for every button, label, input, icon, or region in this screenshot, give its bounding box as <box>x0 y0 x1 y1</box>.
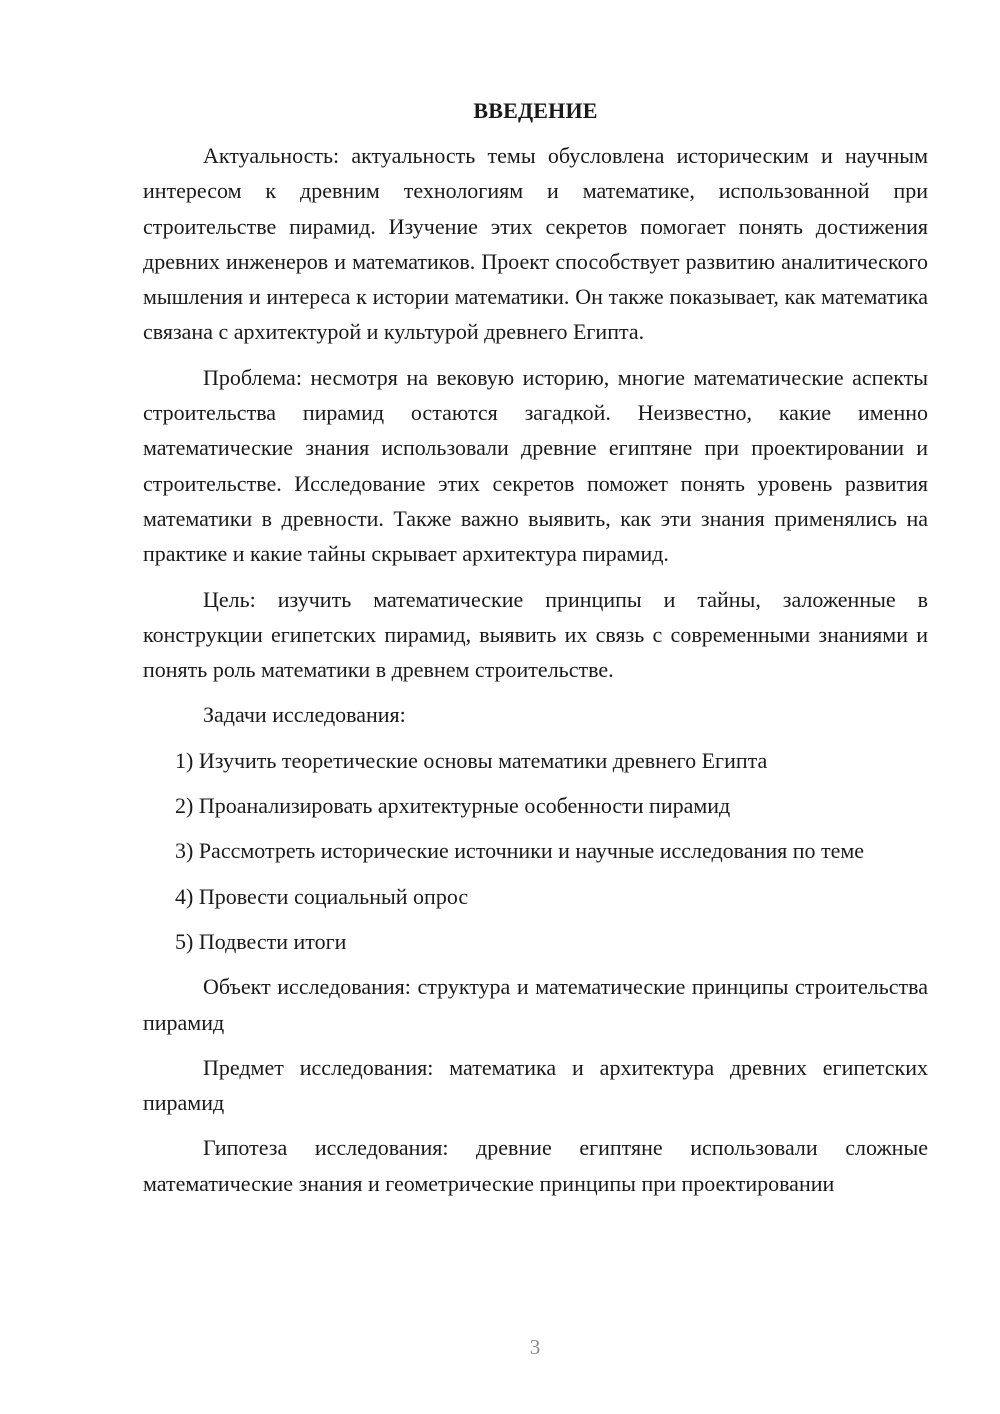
paragraph-object: Объект исследования: структура и математические принципы строительства пирамид <box>143 974 928 1035</box>
page-number: 3 <box>529 1335 541 1359</box>
task-item-1: 1) Изучить теоретические основы математики древнего Египта <box>175 747 768 773</box>
tasks-heading: Задачи исследования: <box>203 702 406 728</box>
section-title: ВВЕДЕНИЕ <box>473 98 598 123</box>
paragraph-subject: Предмет исследования: математика и архитектура древних египетских пирамид <box>143 1054 928 1116</box>
task-item-4: 4) Провести социальный опрос <box>175 883 469 909</box>
task-item-3: 3) Рассмотреть исторические источники и научные исследования по теме <box>175 838 865 864</box>
paragraph-goal: Цель: изучить математические принципы и тайны, заложенные в конструкции египетских пирамид, выявить их связь с современными знаниями и понять роль математики в древнем строительстве. <box>143 586 928 683</box>
task-item-2: 2) Проанализировать архитектурные особенности пирамид <box>175 793 731 819</box>
page-content <box>143 96 928 1211</box>
paragraph-problem: Проблема: несмотря на вековую историю, многие математические аспекты строительства пирамид остаются загадкой. Неизвестно, какие именно математические знания использовали древние египтяне при проектировании и строительстве. Исследование этих секретов поможет понять уровень развития математики в древности. Также важно выявить, как эти знания применялись на практике и какие тайны скрывает архитектура пирамид. <box>143 364 928 567</box>
paragraph-relevance: Актуальность: актуальность темы обусловлена историческим и научным интересом к древним технологиям и математике, использованной при строительстве пирамид. Изучение этих секретов помогает понять достижения древних инженеров и математиков. Проект способствует развитию аналитического мышления и интереса к истории математики. Он также показывает, как математика связана с архитектурой и культурой древнего Египта. <box>143 143 928 345</box>
task-item-5: 5) Подвести итоги <box>175 928 347 954</box>
paragraph-hypothesis: Гипотеза исследования: древние египтяне использовали сложные математические знания и геометрические принципы при проектировании <box>143 1135 928 1196</box>
